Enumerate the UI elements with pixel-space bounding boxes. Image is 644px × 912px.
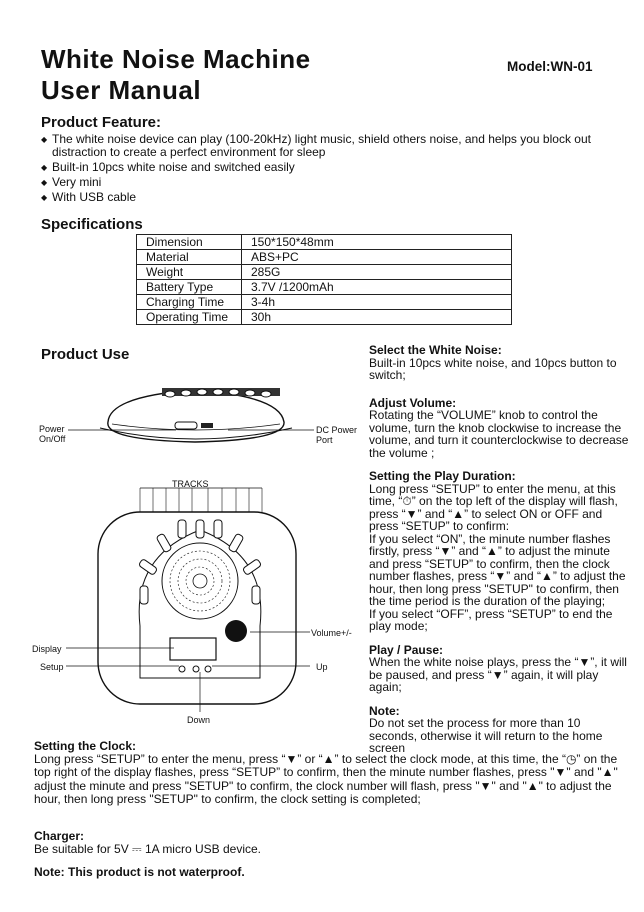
clock-text: Long press “SETUP” to enter the menu, press “▼” or “▲” to select the clock mode, at this time, the “◷” on the top right of the display flashes, press “SETUP” to confirm, then the minute number flashes, press "▼" and "▲" adjust the minute and press "SETUP" to confirm, the clock number will flash, press "▼" and "▲" to adjust the hour, then long press "SETUP" to confirm, the clock setting is completed; — [34, 752, 618, 806]
features-heading: Product Feature: — [41, 114, 162, 131]
spec-name: Charging Time — [137, 295, 242, 310]
up-label: Up — [316, 662, 328, 672]
charger-title: Charger: — [34, 829, 85, 843]
model-number: Model:WN-01 — [507, 59, 593, 74]
feature-item: ◆ With USB cable — [41, 191, 611, 204]
spec-value: ABS+PC — [242, 250, 512, 265]
section-text: Do not set the process for more than 10 seconds, otherwise it will return to the home screen — [369, 716, 603, 755]
spec-value: 3.7V /1200mAh — [242, 280, 512, 295]
device-callout-lines — [68, 420, 318, 440]
display-label: Display — [32, 644, 62, 654]
spec-name: Operating Time — [137, 310, 242, 325]
feature-item: ◆ Very mini — [41, 176, 611, 189]
spec-value: 150*150*48mm — [242, 235, 512, 250]
specifications-table — [136, 234, 512, 325]
dc-port-label: DC Power Port — [316, 425, 358, 445]
section-title: Note: — [369, 703, 400, 718]
specifications-heading: Specifications — [41, 216, 143, 233]
waterproof-note: Note: This product is not waterproof. — [34, 865, 245, 879]
power-label: Power On/Off — [39, 424, 66, 444]
spec-row — [137, 280, 512, 295]
volume-label: Volume+/- — [311, 628, 352, 638]
down-label: Down — [187, 715, 211, 725]
spec-value: 285G — [242, 265, 512, 280]
product-use-heading: Product Use — [41, 346, 130, 363]
feature-item: ◆ The white noise device can play (100-20kHz) light music, shield others noise, and helps you block out distraction to create a perfect environment for sleep — [41, 133, 611, 159]
clock-title: Setting the Clock: — [34, 739, 137, 753]
spec-value: 30h — [242, 310, 512, 325]
spec-name: Material — [137, 250, 242, 265]
feature-item: ◆ Built-in 10pcs white noise and switched easily — [41, 161, 611, 174]
charger-section — [34, 830, 624, 856]
spec-row — [137, 310, 512, 325]
section-title: Setting the Play Duration: — [369, 469, 516, 483]
setup-label: Setup — [40, 662, 64, 672]
section-text: Built-in 10pcs white noise, and 10pcs button to switch; — [369, 355, 617, 382]
section-text: Rotating the “VOLUME” knob to control the volume, turn the knob clockwise to increase the volume, and turn it counterclockwise to decrease the volume ; — [369, 408, 629, 460]
clock-section — [34, 740, 624, 806]
spec-row — [137, 235, 512, 250]
spec-name: Battery Type — [137, 280, 242, 295]
manual-subtitle: User Manual — [41, 75, 202, 105]
spec-value: 3-4h — [242, 295, 512, 310]
spec-row — [137, 265, 512, 280]
charger-text: Be suitable for 5V ⎓ 1A micro USB device. — [34, 842, 262, 857]
spec-name: Dimension — [137, 235, 242, 250]
device-top-callout-lines — [66, 620, 336, 720]
section-title: Select the White Noise: — [369, 343, 502, 357]
section-title: Play / Pause: — [369, 642, 444, 657]
spec-row — [137, 295, 512, 310]
instructions-column — [369, 344, 631, 755]
features-list — [41, 133, 611, 206]
spec-name: Weight — [137, 265, 242, 280]
tracks-label: TRACKS — [172, 479, 209, 489]
section-text: When the white noise plays, press the “▼”, it will be paused, and press “▼” again, it will play again; — [369, 655, 627, 694]
spec-row — [137, 250, 512, 265]
section-title: Adjust Volume: — [369, 395, 457, 410]
device-side-view-illustration — [90, 380, 300, 452]
manual-title: White Noise Machine — [41, 44, 311, 74]
section-text: Long press “SETUP” to enter the menu, at this time, “⏱” on the top left of the display will flash, press “▼” and “▲” to select ON or OFF and press “SETUP” to confirm: If you select “ON”, the minute number flashes firstly, press “▼” and “▲” to adjust the minute and press “SETUP” to confirm, then the clock number flashes, press “▼” and “▲” to adjust the hour, then long press "SETUP" to confirm, then the time period is the duration of the playing; If you select “OFF”, press “SETUP” to end the play mode; — [369, 481, 626, 633]
